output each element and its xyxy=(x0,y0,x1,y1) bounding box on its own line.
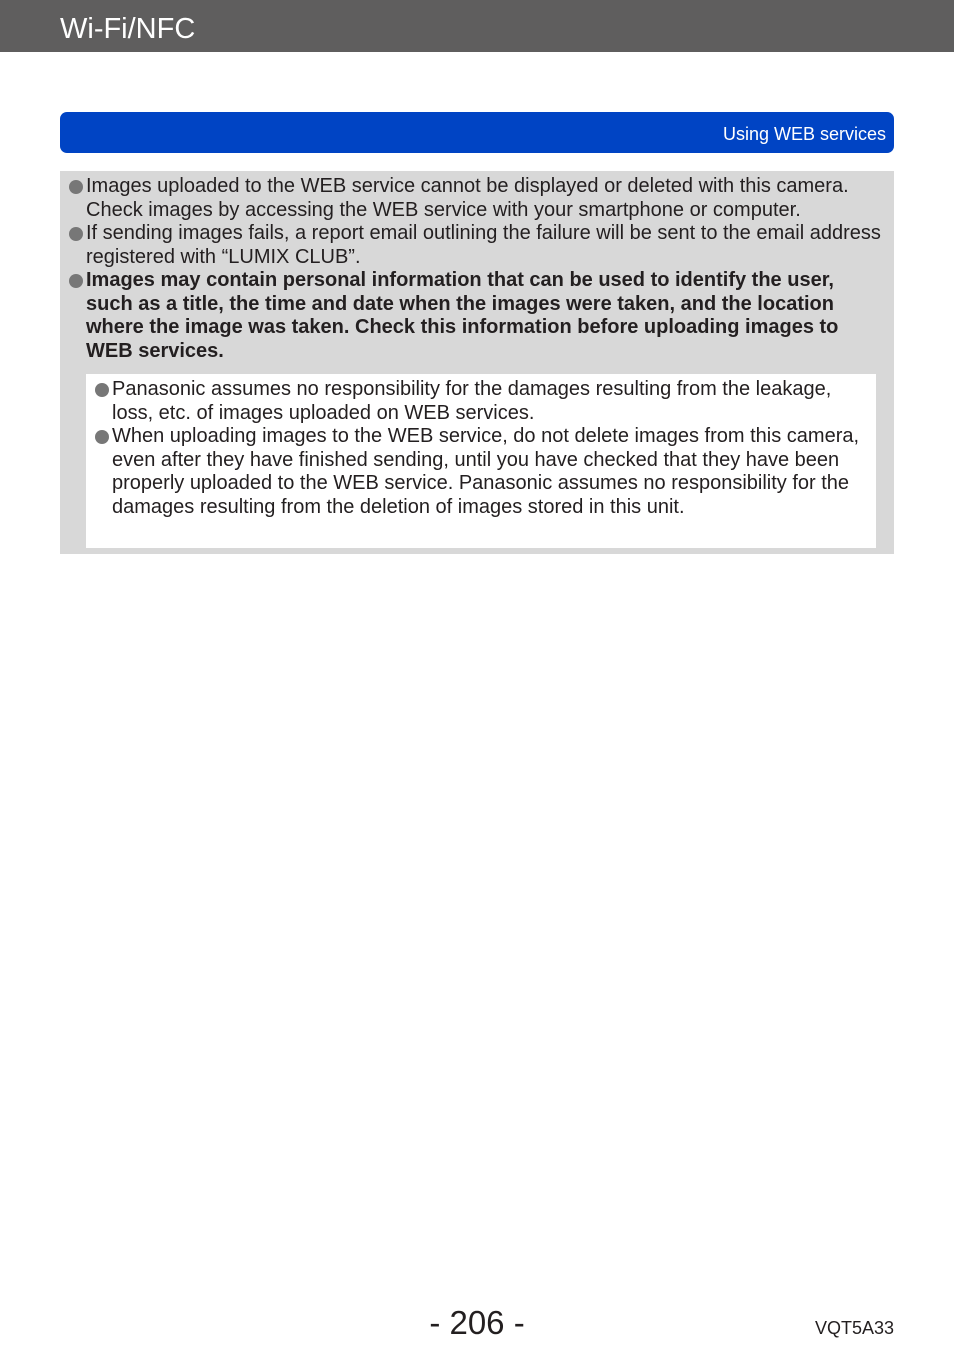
note-item-important xyxy=(86,269,886,364)
bullet-icon xyxy=(95,430,109,444)
bullet-icon xyxy=(69,274,83,288)
bullet-icon xyxy=(95,383,109,397)
header-bar xyxy=(0,0,954,52)
disclaimer-item xyxy=(112,378,872,425)
section-label: Using WEB services xyxy=(722,124,886,144)
disclaimer-text: Panasonic assumes no responsibility for the damages resulting from the leakage, loss, etc. of images uploaded on WEB services. xyxy=(112,378,832,424)
note-text: Images may contain personal information that can be used to identify the user, such as a title, the time and date when the images were taken, and the location where the image was taken. Check this information before uploading images to WEB services. xyxy=(86,269,839,363)
document-code: VQT5A33 xyxy=(814,1318,894,1338)
note-item xyxy=(86,222,886,269)
page-number: - 206 - xyxy=(429,1304,525,1341)
section-bar xyxy=(60,112,894,153)
bullet-icon xyxy=(69,180,83,194)
note-text: Images uploaded to the WEB service cannot be displayed or deleted with this camera. Check images by accessing the WEB service with your smartphone or computer. xyxy=(86,175,849,221)
disclaimer-box xyxy=(86,374,876,548)
chapter-title: Wi-Fi/NFC xyxy=(60,13,196,45)
disclaimer-text: When uploading images to the WEB service, do not delete images from this camera, even after they have finished sending, until you have checked that they have been properly uploaded to the WEB service. Panasonic assumes no responsibility for the damages resulting from the deletion of images stored in this unit. xyxy=(112,425,860,519)
notes-box xyxy=(60,171,894,554)
bullet-icon xyxy=(69,227,83,241)
note-text: If sending images fails, a report email outlining the failure will be sent to the email address registered with “LUMIX CLUB”. xyxy=(86,222,881,268)
disclaimer-item xyxy=(112,425,872,520)
note-item xyxy=(86,175,886,222)
